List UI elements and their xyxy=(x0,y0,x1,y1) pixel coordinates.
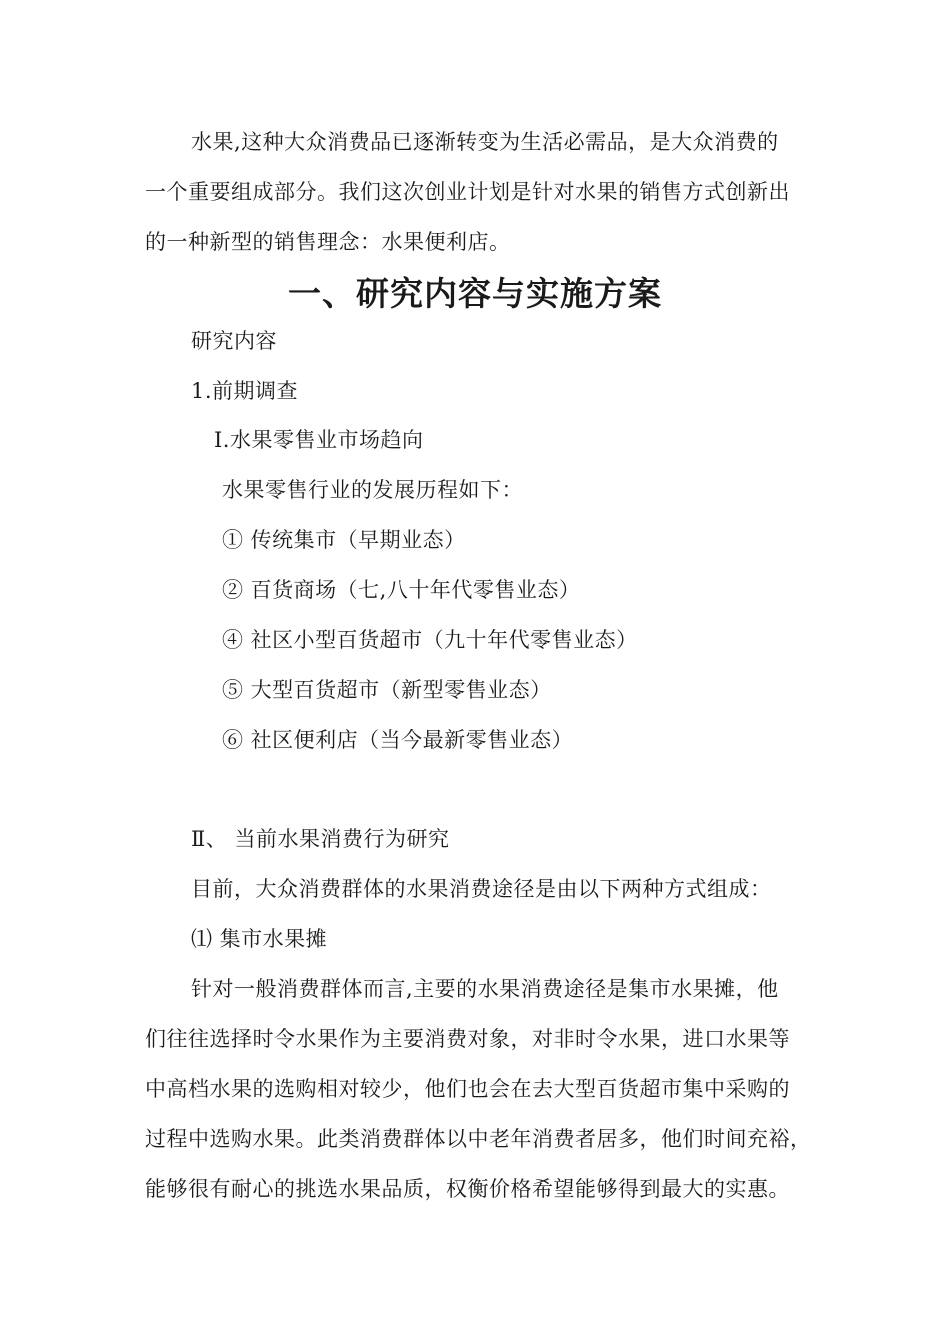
paragraph-line: 能够很有耐心的挑选水果品质，权衡价格希望能够得到最大的实惠。 xyxy=(145,1177,790,1201)
subsection-2-item-1: ⑴ 集市水果摊 xyxy=(191,927,328,951)
subsection-2-lead: 目前，大众消费群体的水果消费途径是由以下两种方式组成： xyxy=(191,877,772,901)
subsection-2-title: Ⅱ、 当前水果消费行为研究 xyxy=(191,827,450,851)
paragraph-line: 过程中选购水果。此类消费群体以中老年消费者居多，他们时间充裕， xyxy=(145,1127,812,1151)
paragraph-line: 中高档水果的选购相对较少，他们也会在去大型百货超市集中采购的 xyxy=(145,1077,790,1101)
list-item: ⑤ 大型百货超市（新型零售业态） xyxy=(222,678,552,702)
intro-line-3: 的一种新型的销售理念：水果便利店。 xyxy=(145,230,511,254)
item-preliminary-survey: 1.前期调查 xyxy=(191,379,299,403)
list-item: ④ 社区小型百货超市（九十年代零售业态） xyxy=(222,628,638,652)
intro-line-2: 一个重要组成部分。我们这次创业计划是针对水果的销售方式创新出 xyxy=(145,180,790,204)
list-item: ② 百货商场（七,八十年代零售业态） xyxy=(222,578,581,602)
subsection-1-title: Ⅰ.水果零售业市场趋向 xyxy=(214,428,424,452)
list-item: ⑥ 社区便利店（当今最新零售业态） xyxy=(222,728,574,752)
subtitle-research-content: 研究内容 xyxy=(191,329,277,353)
subsection-1-lead: 水果零售行业的发展历程如下： xyxy=(222,478,523,502)
section-title: 一、研究内容与实施方案 xyxy=(288,274,662,313)
paragraph-line: 针对一般消费群体而言,主要的水果消费途径是集市水果摊，他 xyxy=(191,977,779,1001)
paragraph-line: 们往往选择时令水果作为主要消费对象，对非时令水果，进口水果等 xyxy=(145,1027,790,1051)
intro-line-1: 水果,这种大众消费品已逐渐转变为生活必需品，是大众消费的 xyxy=(191,130,779,154)
list-item: ① 传统集市（早期业态） xyxy=(222,528,466,552)
